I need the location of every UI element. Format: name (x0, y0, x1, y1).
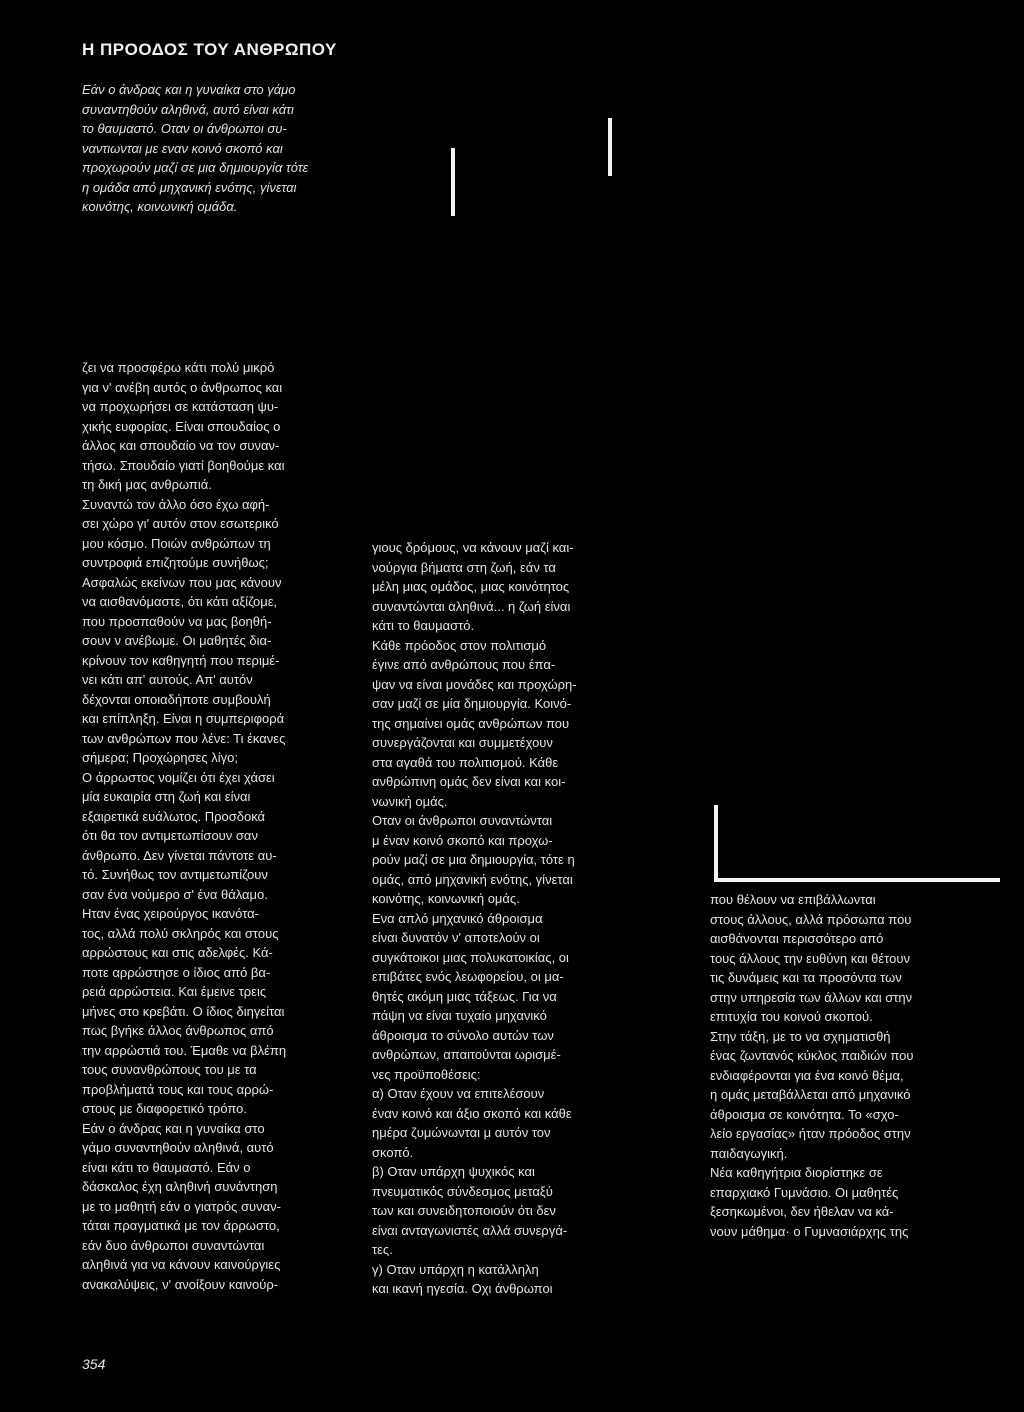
text-line: παιδαγωγική. (710, 1145, 788, 1161)
text-line: συντροφιά επιζητούμε συνήθως; (82, 555, 269, 570)
intro-line: το θαυμαστό. Οταν οι άνθρωποι συ- (82, 121, 287, 136)
text-line: σαν μαζί σε μία δημιουργία. Κοινό- (372, 696, 572, 711)
text-line: και ικανή ηγεσία. Οχι άνθρωποι (372, 1281, 553, 1296)
text-line: νει κάτι απ' αυτούς. Απ' αυτόν (82, 672, 253, 687)
text-line: κρίνουν τον καθηγητή που περιμέ- (82, 652, 280, 668)
intro-quote (82, 80, 307, 217)
text-line: στην υπηρεσία των άλλων και στην (710, 989, 913, 1005)
text-line: με το μαθητή εάν ο γιατρός συναν- (82, 1198, 281, 1214)
text-line: ημέρα ζυμώνωνται μ αυτόν τον (372, 1125, 551, 1140)
text-line: που θέλουν να επιβάλλωνται (710, 892, 876, 907)
text-line: μία ευκαιρία στη ζωή και είναι (82, 789, 251, 804)
text-line: γάμο συναντηθούν αληθινά, αυτό (82, 1140, 274, 1155)
text-line: μήνες στο κρεβάτι. Ο ίδιος διηγείται (82, 1003, 285, 1019)
text-line: β) Οταν υπάρχη ψυχικός και (372, 1164, 535, 1179)
text-line: Νέα καθηγήτρια διορίστηκε σε (710, 1165, 883, 1180)
text-line: στους άλλους, αλλά πρόσωπα που (710, 911, 912, 927)
text-line: επαρχιακό Γυμνάσιο. Οι μαθητές (710, 1184, 899, 1200)
text-line: τους συνανθρώπους του με τα (82, 1062, 257, 1077)
text-line: τη δική μας ανθρωπιά. (82, 477, 212, 492)
text-line: είναι δυνατόν ν' αποτελούν οι (372, 930, 540, 945)
text-line: είναι ανταγωνιστές αλλά συνεργά- (372, 1222, 568, 1238)
text-line: επιβάτες ενός λεωφορείου, οι μα- (372, 969, 564, 984)
text-line: σουν ν ανέβωμε. Οι μαθητές δια- (82, 633, 272, 648)
text-line: Ασφαλώς εκείνων που μας κάνουν (82, 574, 282, 590)
text-line: άνθρωπο. Δεν γίνεται πάντοτε αυ- (82, 847, 277, 863)
text-line: μέλη μιας ομάδος, μιας κοινότητος (372, 579, 570, 594)
text-line: ανακαλύψεις, ν' ανοίξουν καινούρ- (82, 1276, 279, 1292)
text-line: α) Οταν έχουν να επιτελέσουν (372, 1086, 545, 1101)
intro-line: Εάν ο άνδρας και η γυναίκα στο γάμο (82, 82, 296, 97)
scan-mark-column3-vertical (714, 805, 718, 880)
text-line: γιους δρόμους, να κάνουν μαζί και- (372, 540, 574, 555)
text-line: τους άλλους την ευθύνη και θέτουν (710, 950, 910, 966)
text-line: εξαιρετικά ευάλωτος. Προσδοκά (82, 808, 266, 824)
text-line: ανθρώπινη ομάς δεν είναι και κοι- (372, 774, 566, 789)
text-line: μου κόσμο. Ποιών ανθρώπων τη (82, 535, 271, 551)
text-line: επιτυχία του κοινού σκοπού. (710, 1009, 873, 1024)
text-line: τες. (372, 1242, 393, 1257)
text-line: προβλήματά τους και τους αρρώ- (82, 1081, 274, 1097)
scan-mark-right (608, 118, 612, 176)
text-line: κάτι το θαυμαστό. (372, 618, 475, 633)
text-line: Κάθε πρόοδος στον πολιτισμό (372, 637, 547, 653)
text-line: να προχωρήσει σε κατάσταση ψυ- (82, 399, 279, 414)
text-line: που προσπαθούν να μας βοηθή- (82, 613, 272, 629)
text-line: δέχονται οποιαδήποτε συμβουλή (82, 691, 271, 707)
text-line: Οταν οι άνθρωποι συναντώνται (372, 813, 553, 828)
text-line: ενδιαφέρονται για ένα κοινό θέμα, (710, 1067, 904, 1083)
text-line: τος, αλλά πολύ σκληρός και στους (82, 925, 279, 941)
text-line: είναι κάτι το θαυμαστό. Εάν ο (82, 1159, 251, 1175)
text-line: νωνική ομάς. (372, 793, 448, 809)
text-line: συναντώνται αληθινά... η ζωή είναι (372, 598, 571, 614)
text-line: στα αγαθά του πολιτισμού. Κάθε (372, 754, 559, 770)
text-line: σει χώρο γι' αυτόν στον εσωτερικό (82, 516, 279, 531)
text-line: ρούν μαζί σε μια δημιουργία, τότε η (372, 852, 575, 867)
intro-line: η ομάδα από μηχανική ενότης, γίνεται (82, 179, 297, 195)
text-line: δάσκαλος έχη αληθινή συνάντηση (82, 1179, 278, 1194)
text-line: χικής ευφορίας. Είναι σπουδαίος ο (82, 418, 281, 434)
page-number: 354 (82, 1356, 106, 1372)
text-column-middle (372, 538, 692, 1299)
text-line: πως βγήκε άλλος άνθρωπος από (82, 1023, 274, 1038)
text-line: Ηταν ένας χειρούργος ικανότα- (82, 906, 259, 921)
text-line: ξεσηκωμένοι, δεν ήθελαν να κά- (710, 1204, 894, 1219)
text-line: νουν μάθημα· ο Γυμνασιάρχης της (710, 1223, 909, 1239)
text-line: άθροισμα το σύνολο αυτών των (372, 1027, 554, 1043)
text-line: την αρρώστιά του. Έμαθε να βλέπη (82, 1042, 287, 1058)
text-line: να αισθανόμαστε, ότι κάτι αξίζομε, (82, 594, 278, 609)
text-line: έγινε από ανθρώπους που έπα- (372, 657, 556, 672)
text-line: άλλος και σπουδαίο να τον συναν- (82, 438, 280, 453)
text-line: ψαν να είναι μονάδες και προχώρη- (372, 676, 577, 692)
text-line: Συναντώ τον άλλο όσο έχω αφή- (82, 496, 270, 512)
text-line: της σημαίνει ομάς ανθρώπων που (372, 715, 570, 731)
text-line: νούργια βήματα στη ζωή, εάν τα (372, 559, 556, 575)
intro-line: συναντηθούν αληθινά, αυτό είναι κάτι (82, 101, 294, 117)
text-line: των και συνειδητοποιούν ότι δεν (372, 1203, 556, 1218)
text-line: Εάν ο άνδρας και η γυναίκα στο (82, 1120, 265, 1136)
text-line: Ενα απλό μηχανικό άθροισμα (372, 910, 543, 926)
text-line: αληθινά για να κάνουν καινούργιες (82, 1257, 281, 1272)
intro-line: ναντιωνται με εναν κοινό σκοπό και (82, 140, 283, 156)
text-column-right (710, 890, 1010, 1241)
text-line: αρρώστους και στις αδελφές. Κά- (82, 945, 273, 960)
text-line: για ν' ανέβη αυτός ο άνθρωπος και (82, 379, 283, 395)
text-line: θητές ακόμη μιας τάξεως. Για να (372, 988, 557, 1004)
text-line: άθροισμα σε κοινότητα. Το «σχο- (710, 1106, 899, 1122)
text-line: κοινότης, κοινωνική ομάς. (372, 891, 520, 906)
text-line: συγκάτοικοι μιας πολυκατοικίας, οι (372, 949, 569, 965)
text-line: και επίπληξη. Είναι η συμπεριφορά (82, 711, 285, 726)
text-line: πνευματικός σύνδεσμος μεταξύ (372, 1183, 553, 1199)
scan-mark-column3-horizontal (714, 878, 1000, 882)
text-line: ρειά αρρώστεια. Και έμεινε τρεις (82, 984, 267, 999)
text-line: τις δυνάμεις και τα προσόντα των (710, 970, 902, 985)
text-line: ομάς, από μηχανική ενότης, γίνεται (372, 871, 573, 887)
text-line: ανθρώπων, απαιτούνται ωρισμέ- (372, 1047, 561, 1062)
text-line: σήμερα; Προχώρησες λίγο; (82, 750, 239, 765)
text-line: σαν ένα νούμερο σ' ένα θάλαμο. (82, 886, 268, 902)
text-line: στους με διαφορετικό τρόπο. (82, 1101, 247, 1116)
text-line: Στην τάξη, με το να σχηματισθή (710, 1028, 891, 1044)
text-line: συνεργάζονται και συμμετέχουν (372, 735, 553, 750)
text-line: έναν κοινό και άξιο σκοπό και κάθε (372, 1105, 572, 1121)
text-line: νες προϋποθέσεις: (372, 1066, 481, 1082)
page-header-title: Η ΠΡΟΟΔΟΣ ΤΟΥ ΑΝΘΡΩΠΟΥ (82, 40, 337, 59)
text-line: εάν δυο άνθρωποι συναντώνται (82, 1237, 265, 1253)
text-line: γ) Οταν υπάρχη η κατάλληλη (372, 1261, 539, 1277)
text-line: των ανθρώπων που λένε: Τι έκανες (82, 730, 286, 746)
intro-line: κοινότης, κοινωνική ομάδα. (82, 199, 238, 214)
text-line: η ομάς μεταβάλλεται από μηχανικό (710, 1087, 911, 1102)
text-line: ότι θα τον αντιμετωπίσουν σαν (82, 828, 258, 843)
text-line: τάται πραγματικά με τον άρρωστο, (82, 1218, 280, 1233)
text-line: λείο εργασίας» ήταν πρόοδος στην (710, 1126, 911, 1141)
text-line: τό. Συνήθως τον αντιμετωπίζουν (82, 867, 268, 882)
text-line: Ο άρρωστος νομίζει ότι έχει χάσει (82, 769, 275, 785)
text-line: ένας ζωντανός κύκλος παιδιών που (710, 1048, 914, 1063)
text-line: σκοπό. (372, 1144, 414, 1160)
text-line: ποτε αρρώστησε ο ίδιος από βα- (82, 964, 271, 980)
text-line: αισθάνονται περισσότερο από (710, 931, 884, 946)
text-line: πάψη να είναι τυχαίο μηχανικό (372, 1008, 547, 1023)
intro-line: προχωρούν μαζί σε μια δημιουργία τότε (82, 160, 309, 175)
text-line: ζει να προσφέρω κάτι πολύ μικρό (82, 360, 275, 375)
text-line: μ έναν κοινό σκοπό και προχω- (372, 832, 553, 848)
scan-mark-left (451, 148, 455, 216)
text-line: τήσω. Σπουδαίο γιατί βοηθούμε και (82, 457, 285, 473)
text-column-left (82, 358, 302, 1294)
